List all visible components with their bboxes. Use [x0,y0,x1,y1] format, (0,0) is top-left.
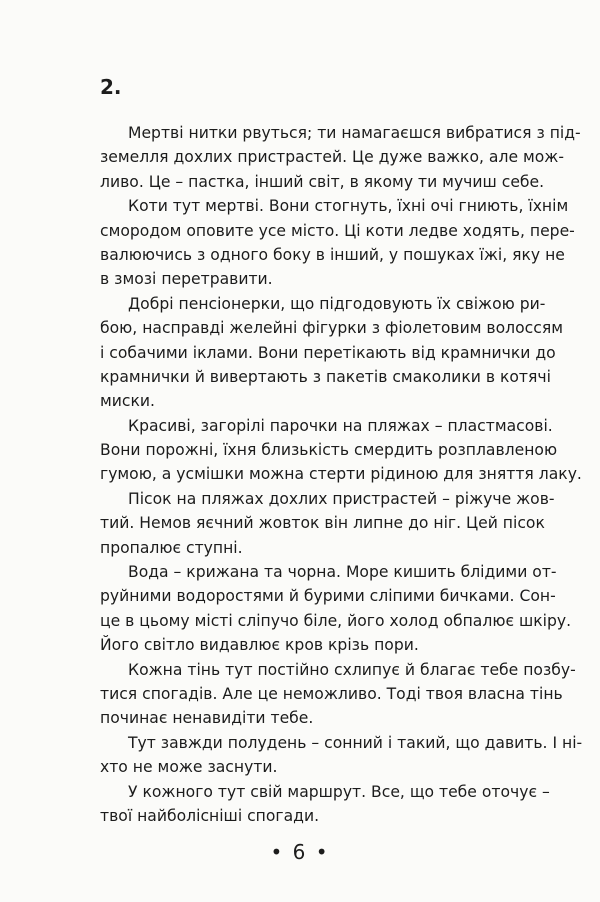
text-line: це в цьому місті сліпучо біле, його холод обпалює шкіру. [100,611,572,630]
paragraph [100,414,582,487]
text-line: крамнички й вивертають з пакетів смаколики в котячі [100,367,551,386]
paragraph [100,731,583,780]
text-line: земелля дохлих пристрастей. Це дуже важко, але мож- [100,148,564,167]
text-line: хто не може заснути. [100,758,278,777]
text-line: в змозі перетравити. [100,270,273,289]
text-line: Коти тут мертві. Вони стогнуть, їхні очі гниють, їхнім [128,197,569,216]
text-line: Вони порожні, їхня близькість смердить розплавленою [100,441,558,460]
text-line: Красиві, загорілі парочки на пляжах – пластмасові. [128,416,553,435]
text-line: бою, насправді желейні фігурки з фіолетовим волоссям [100,319,563,338]
text-line: Кожна тінь тут постійно схлипує й благає тебе позбу- [128,660,576,679]
text-line: миски. [100,392,155,411]
text-line: Мертві нитки рвуться; ти намагаєшся вибратися з під- [128,124,581,142]
text-line: твої найболісніші спогади. [100,806,320,825]
body-text [100,121,583,828]
text-line: Пісок на пляжах дохлих пристрастей – ріжуче жов- [128,489,555,508]
text-line: смородом оповите усе місто. Ці коти ледве ходять, пере- [100,221,575,240]
text-line: гумою, а усмішки можна стерти рідиною для зняття лаку. [100,465,582,484]
text-line: Його світло видавлює кров крізь пори. [100,636,419,655]
paragraph [100,194,575,292]
text-line: і собачими іклами. Вони перетікають від крамнички до [100,343,556,362]
text-line: Тут завжди полудень – сонний і такий, що давить. І ні- [128,733,583,752]
text-line: тися спогадів. Але це неможливо. Тоді твоя власна тінь [100,684,563,703]
paragraph [100,292,563,414]
text-line: Добрі пенсіонерки, що підгодовують їх свіжою ри- [128,294,546,313]
text-line: валюючись з одного боку в інший, у пошуках їжі, яку не [100,245,565,264]
paragraph [100,487,555,560]
paragraph [100,121,581,194]
paragraph [100,780,550,829]
text-line: починає ненавидіти тебе. [100,709,314,728]
text-line: руйними водоростями й бурими сліпими бичками. Сон- [100,587,556,606]
text-line: У кожного тут свій маршрут. Все, що тебе оточує – [128,782,550,801]
page-number: • 6 • [270,840,330,864]
text-line: ливо. Це – пастка, інший світ, в якому ти мучиш себе. [100,172,545,191]
text-line: пропалює ступні. [100,538,243,557]
text-line: Вода – крижана та чорна. Море кишить блідими от- [128,563,557,582]
paragraph [100,658,576,731]
paragraph [100,560,572,658]
chapter-heading: 2. [100,75,122,99]
text-line: тий. Немов яєчний жовток він липне до ніг. Цей пісок [100,514,545,533]
